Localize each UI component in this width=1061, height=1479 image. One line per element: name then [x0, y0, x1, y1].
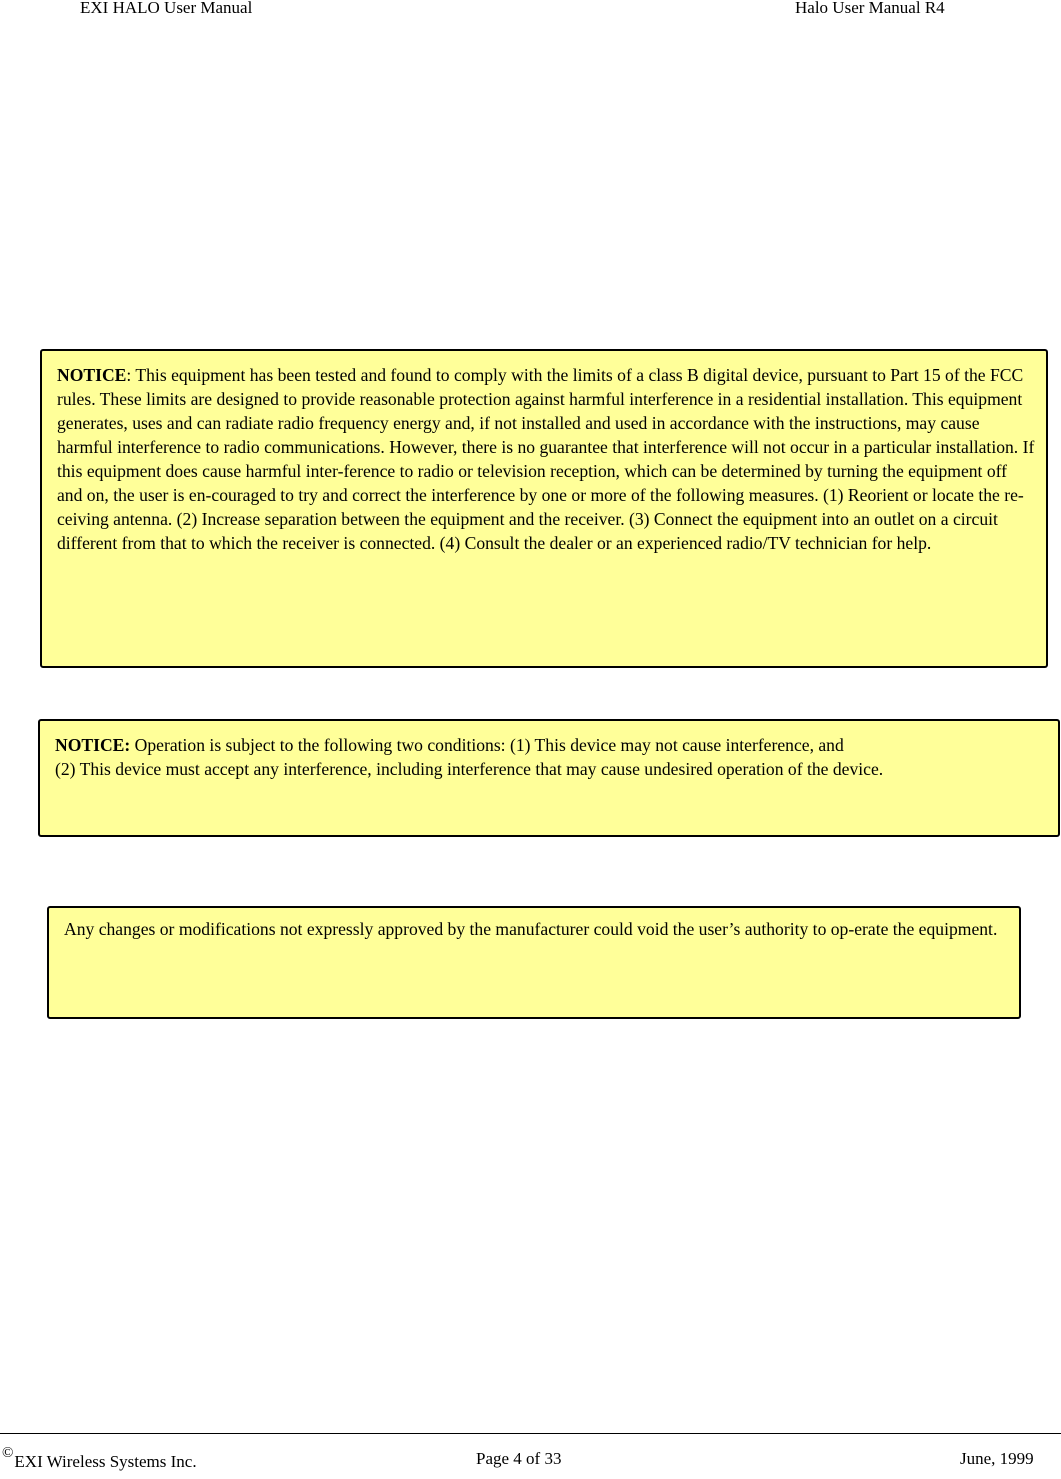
- copyright-symbol: ©: [2, 1445, 14, 1461]
- fcc-class-b-notice-text: : This equipment has been tested and found to comply with the limits of a class B digital device, pursuant to Part 15 of the FCC rules. These limits are designed to provide reasonable protection against harmful interference in a residential installation. This equipment generates, uses and can radiate radio frequency energy and, if not installed and used in accordance with the instructions, may cause harmful interference to radio communications. However, there is no guarantee that interference will not occur in a particular installation. If this equipment does cause harmful inter-ference to radio or television reception, which can be determined by turning the equipment off and on, the user is en-couraged to try and correct the interference by one or more of the following measures. (1) Reorient or locate the re-ceiving antenna. (2) Increase separation between the equipment and the receiver. (3) Connect the equipment into an outlet on a circuit different from that to which the receiver is connected. (4) Consult the dealer or an experienced radio/TV technician for help.: [57, 365, 1035, 553]
- footer-page-number: Page 4 of 33: [476, 1449, 562, 1468]
- operation-conditions-text-1: Operation is subject to the following two conditions: (1) This device may not cause interference, and: [130, 735, 844, 755]
- notice-label: NOTICE: [57, 365, 127, 385]
- fcc-class-b-notice-box: [40, 349, 1048, 668]
- footer-company: [2, 1436, 197, 1479]
- header-manual-revision: Halo User Manual R4: [795, 0, 945, 17]
- footer-company-name: EXI Wireless Systems Inc.: [14, 1452, 197, 1471]
- notice-label: NOTICE:: [55, 735, 131, 755]
- modifications-warning-text: Any changes or modifications not expressly approved by the manufacturer could void the user’s authority to op-erate the equipment.: [64, 919, 998, 939]
- footer-divider: [0, 1433, 1061, 1434]
- operation-conditions-line-2: (2) This device must accept any interference, including interference that may cause undesired operation of the device.: [55, 759, 884, 779]
- modifications-warning-box: [47, 906, 1021, 1019]
- header-document-title: EXI HALO User Manual: [80, 0, 253, 17]
- footer-date: June, 1999: [960, 1449, 1034, 1468]
- operation-conditions-line-1: [55, 733, 1048, 757]
- operation-conditions-notice-box: [38, 719, 1060, 837]
